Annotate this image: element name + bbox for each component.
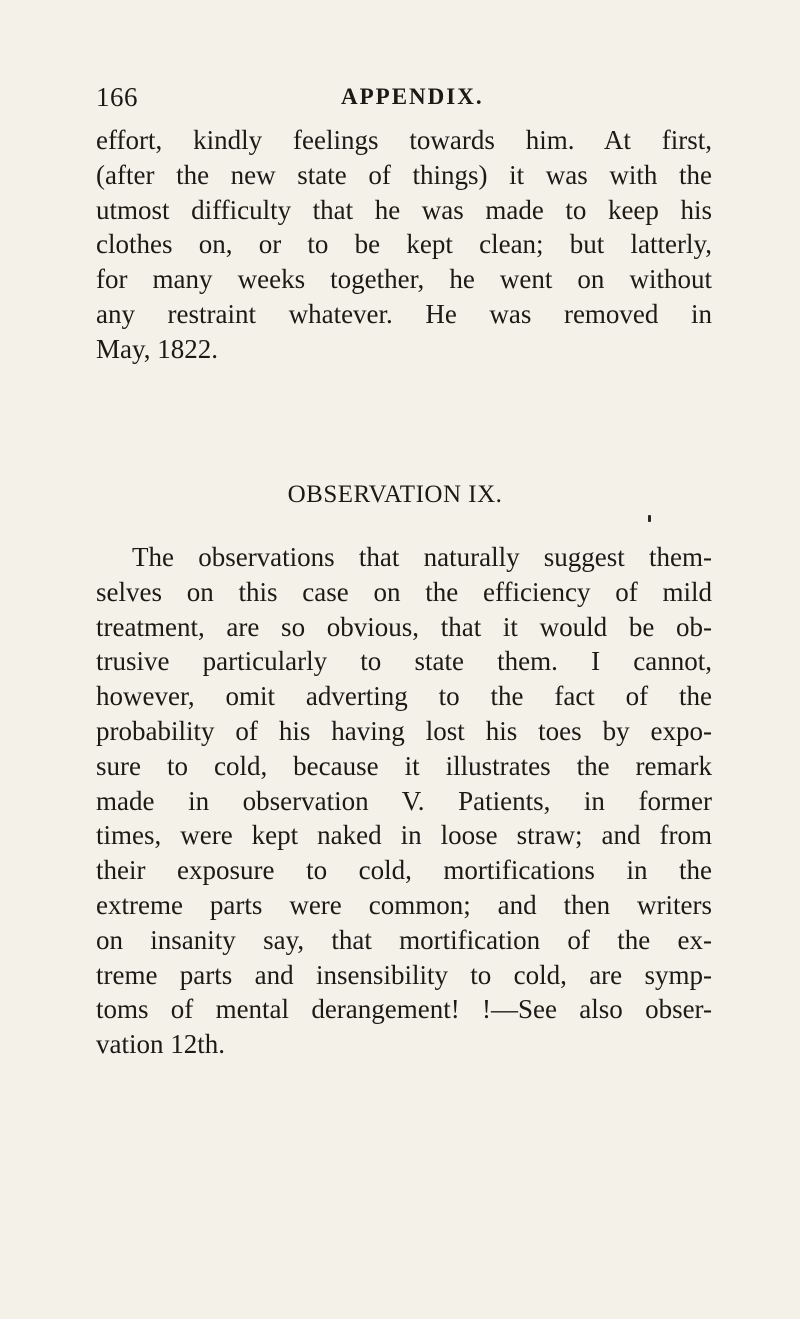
text-line: treme parts and insensibility to cold, are symp-	[96, 959, 712, 990]
text-line: clothes on, or to be kept clean; but latterly,	[96, 229, 712, 260]
text-line: times, were kept naked in loose straw; and from	[96, 820, 712, 851]
text-line: however, omit adverting to the fact of the	[96, 681, 712, 712]
text-line: treatment, are so obvious, that it would be ob-	[96, 611, 712, 642]
text-line: effort, kindly feelings towards him. At first,	[96, 125, 712, 155]
page-number: 166	[96, 82, 138, 112]
text-line: made in observation V. Patients, in former	[96, 785, 712, 816]
text-line: sure to cold, because it illustrates the remark	[96, 750, 712, 781]
text-line: May, 1822.	[96, 333, 218, 364]
text-line: The observations that naturally suggest them-	[132, 542, 712, 572]
text-line: (after the new state of things) it was with the	[96, 159, 712, 190]
text-line: vation 12th.	[96, 1029, 225, 1060]
paragraph-continued	[96, 123, 712, 367]
ink-speck	[648, 515, 651, 522]
paragraph-observation	[96, 540, 712, 1062]
text-line: utmost difficulty that he was made to keep his	[96, 194, 712, 225]
section-heading	[0, 481, 800, 509]
section-heading-text: OBSERVATION IX.	[287, 481, 503, 508]
running-head	[96, 82, 712, 116]
text-line: any restraint whatever. He was removed in	[96, 298, 712, 329]
text-line: extreme parts were common; and then writers	[96, 889, 712, 920]
text-line: on insanity say, that mortification of the ex-	[96, 924, 712, 955]
running-title: APPENDIX.	[341, 84, 484, 109]
text-line: their exposure to cold, mortifications in the	[96, 855, 712, 886]
text-line: trusive particularly to state them. I cannot,	[96, 646, 712, 677]
text-line: for many weeks together, he went on without	[96, 264, 712, 295]
text-line: selves on this case on the efficiency of mild	[96, 576, 712, 607]
text-line: probability of his having lost his toes by expo-	[96, 715, 712, 746]
text-line: toms of mental derangement! !—See also obser-	[96, 994, 712, 1025]
